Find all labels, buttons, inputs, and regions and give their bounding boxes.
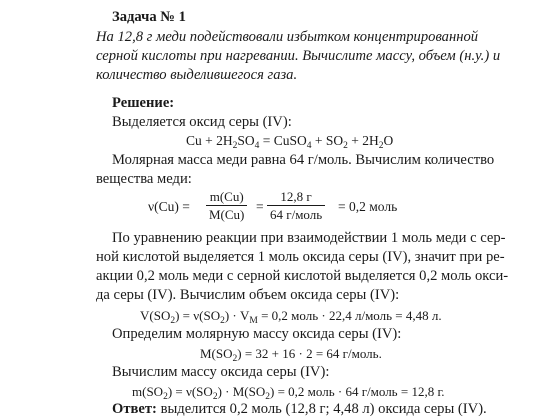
fraction-2-bar (267, 205, 325, 206)
paragraph-3-line-4: да серы (IV). Вычислим объем оксида серы (IV): (96, 287, 400, 303)
volume-equation: $V(SO_2) = \nu(SO_2) \cdot V_M = 0,2$ моль · 22,4 л/моль = 4,48 л. (140, 308, 442, 326)
paragraph-2-line-1: Молярная масса меди равна 64 г/моль. Вычислим количество (112, 152, 495, 168)
paragraph-3-line-3: акции 0,2 моль меди с серной кислотой выделяется 0,2 моль окси- (96, 268, 509, 284)
task-title: Задача № 1 (112, 9, 186, 25)
equals-sign: = (256, 199, 264, 214)
paragraph-3-line-1: По уравнению реакции при взаимодействии 1 моль меди с сер- (112, 230, 506, 246)
fraction-1-numerator: m(Cu) (209, 189, 244, 204)
reaction-equation: $Cu + 2H_2SO_4$ = CuSO$_4$ + $SO_2 + 2H_2O$ (186, 133, 394, 151)
mass-equation: $m(SO_2) = \nu(SO_2) \cdot M(SO_2) = 0,2$ моль · 64 г/моль = 12,8 г. (132, 384, 445, 402)
paragraph-5: Вычислим массу оксида серы (IV): (112, 364, 330, 380)
answer-text: выделится 0,2 моль (12,8 г; 4,48 л) оксида серы (IV). (156, 401, 487, 417)
problem-line-3: количество выделившегося газа. (96, 67, 298, 83)
answer-line (112, 401, 487, 418)
moles-left: ν(Cu) = (148, 199, 190, 214)
problem-line-1: На 12,8 г меди подействовали избытком концентрированной (96, 29, 479, 45)
paragraph-4: Определим молярную массу оксида серы (IV): (112, 326, 402, 342)
paragraph-3-line-2: ной кислотой выделяется 1 моль оксида серы (IV), значит при ре- (96, 249, 505, 265)
molar-mass-equation: $M(SO_2) = 32 + 16 \cdot 2 = 64$ г/моль. (200, 346, 382, 364)
answer-label: Ответ: (112, 401, 157, 417)
fraction-2-numerator: 12,8 г (280, 189, 312, 204)
fraction-2-denominator: 64 г/моль (270, 207, 323, 222)
fraction-mass-over-molar (206, 189, 247, 222)
fraction-1-bar (206, 205, 247, 206)
fraction-values (267, 189, 325, 222)
paragraph-2-line-2: вещества меди: (96, 171, 192, 187)
solution-heading: Решение: (112, 95, 175, 111)
fraction-1-denominator: M(Cu) (209, 207, 245, 222)
problem-line-2: серной кислоты при нагревании. Вычислите массу, объем (н.у.) и (96, 48, 501, 64)
paragraph-1: Выделяется оксид серы (IV): (112, 114, 292, 130)
moles-result: = 0,2 моль (338, 199, 398, 214)
